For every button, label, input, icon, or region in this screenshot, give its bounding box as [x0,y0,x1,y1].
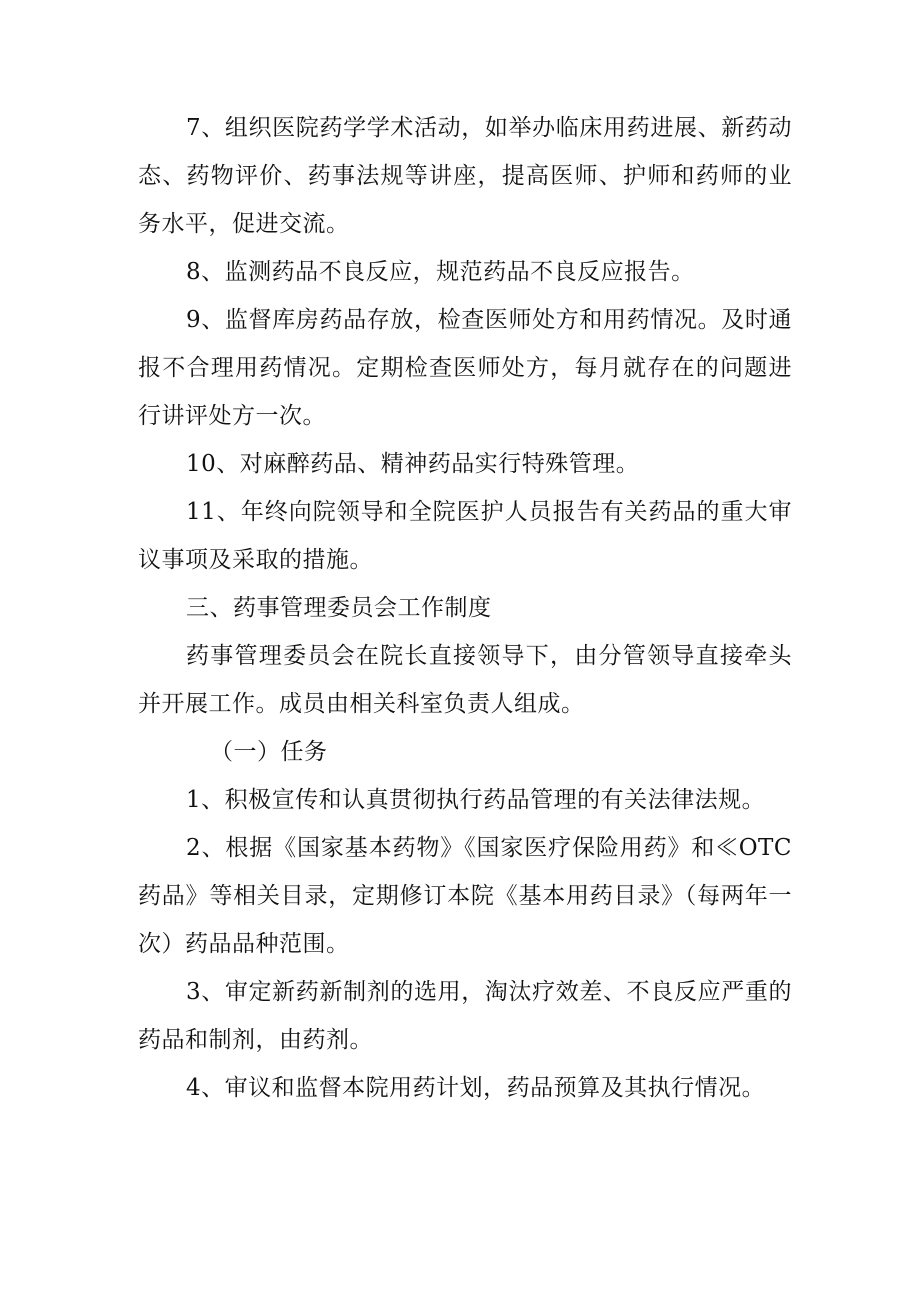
section-heading: 三、药事管理委员会工作制度 [186,595,492,621]
paragraph-item-7: 7、组织医院药学学术活动，如举办临床用药进展、新药动态、药物评价、药事法规等讲座，提高医师、护师和药师的业务水平，促进交流。 [138,115,792,237]
task-item-4: 4、审议和监督本院用药计划，药品预算及其执行情况。 [186,1075,766,1101]
task-item-1: 1、积极宣传和认真贯彻执行药品管理的有关法律法规。 [186,787,766,813]
paragraph-item-9: 9、监督库房药品存放，检查医师处方和用药情况。及时通报不合理用药情况。定期检查医师处方，每月就存在的问题进行讲评处方一次。 [138,307,792,429]
subsection-heading: （一）任务 [210,739,328,765]
task-item-2: 2、根据《国家基本药物》《国家医疗保险用药》和≪OTC药品》等相关目录，定期修订本院《基本用药目录》（每两年一次）药品品种范围。 [138,835,792,957]
task-item-3: 3、审定新药新制剂的选用，淘汰疗效差、不良反应严重的药品和制剂，由药剂。 [138,979,792,1053]
section-intro: 药事管理委员会在院长直接领导下，由分管领导直接牵头并开展工作。成员由相关科室负责人组成。 [138,643,792,717]
paragraph-item-10: 10、对麻醉药品、精神药品实行特殊管理。 [186,451,640,477]
paragraph-item-8: 8、监测药品不良反应，规范药品不良反应报告。 [186,259,695,285]
paragraph-item-11: 11、年终向院领导和全院医护人员报告有关药品的重大审议事项及采取的措施。 [138,499,792,573]
